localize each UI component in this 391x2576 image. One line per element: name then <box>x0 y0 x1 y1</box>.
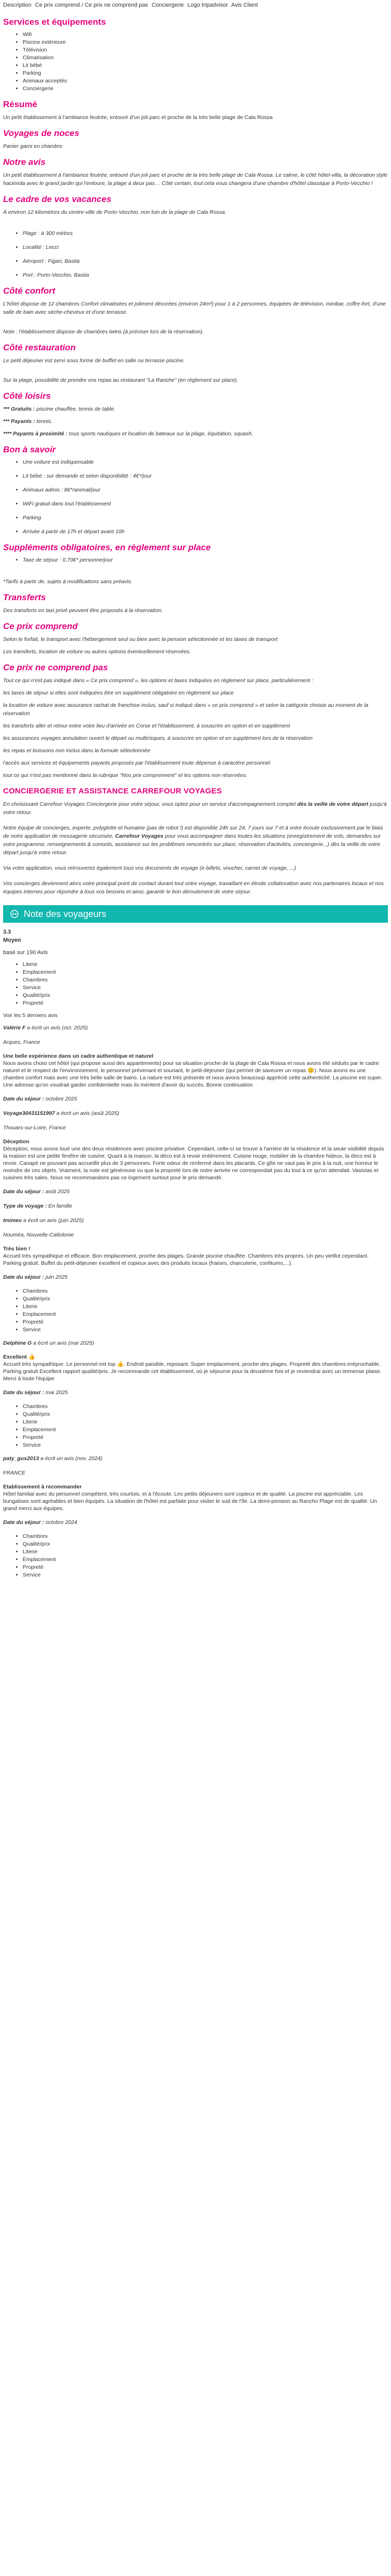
review-author <box>3 1339 388 1347</box>
conciergerie-p1 <box>3 800 388 817</box>
review-date <box>3 1518 388 1527</box>
review-type-label: Type de voyage : <box>3 1203 47 1209</box>
criterion-item: • Chambres <box>23 1533 388 1540</box>
conciergerie-title: CONCIERGERIE ET ASSISTANCE CARREFOUR VOYAGES <box>3 787 222 795</box>
prix-comprend-title: Ce prix comprend <box>3 621 78 631</box>
review-author-date: a écrit un avis (oct. 2025) <box>25 1025 88 1031</box>
loisirs-line-3 <box>3 430 388 438</box>
resume-text: Un petit établissement à l'ambiance feutrée, entouré d'un joli parc et proche de la très belle plage de Cala Rossa <box>3 114 273 121</box>
criterion-item: • Qualité/prix <box>23 992 388 999</box>
list-item: • Parking <box>23 70 388 77</box>
loisirs-title: Côté loisirs <box>3 391 51 401</box>
criterion-item: • Service <box>23 1571 388 1579</box>
criterion-item: • Service <box>23 1326 388 1334</box>
criterion-item: • Propreté <box>23 1564 388 1571</box>
list-item: • Conciergerie <box>23 85 388 93</box>
review-date <box>3 1188 388 1196</box>
prix-ne-comprend-title: Ce prix ne comprend pas <box>3 663 108 672</box>
review-author-date: a écrit un avis (juin 2025) <box>22 1217 84 1224</box>
prix-ne-comprend-line: les repas et boissons non inclus dans la formule sélectionnée <box>3 748 151 754</box>
loisirs-value: tous sports nautiques et location de bateaux sur la plage, équitation, squash. <box>67 431 253 437</box>
list-item: • Port : Porto-Vecchio, Bastia <box>23 272 388 279</box>
review-date-value: juin 2025 <box>44 1274 68 1280</box>
review-type-value: En famille <box>46 1203 72 1209</box>
prix-comprend-text-1: Selon le forfait, le transport avec l'hébergement seul ou bien avec la pension sélectionnée et les taxes de transport <box>3 636 278 642</box>
loisirs-label: *** Payants : <box>3 418 35 425</box>
review-author-name: Delphine G <box>3 1340 32 1346</box>
review-body: Nous avons choisi cet hôtel (qui propose aussi des appartements) pour sa situation proche de la plage de Cala Rossa et nous avons été séduits par le cadre naturel et le respect de l'environnement, le personnel prévenant et souriant, le petit-déjeuner (qui permet de saveurer un repas 😊). Nous avons eu une chambre confort mais avec une très belle salle de bains. La nature est très présente et nous avons beaucoup apprécié cette authenticité. La piscine est super. Une adresse qu'on voudrait garder confidentielle mais ils méritent d'avoir du succès. Bonne continuation <box>3 1060 382 1088</box>
review-item <box>3 1216 388 1334</box>
loisirs-line-1 <box>3 405 388 413</box>
review-body: Accueil très sympathique. Le personnel est top 👍. Endroit paisible, reposant. Super emplacement, proche des plages. Propreté des chambres irréprochable. Parking gratuit Excellent rapport qualité/prix. Je recommande cet établissement, où je séjourne pour la deuxième fois et je reviendrai avec un immense plaisir. Merci à toute l'équipe <box>3 1361 382 1382</box>
rating-based-on: basé sur 190 Avis <box>3 950 48 956</box>
review-item <box>3 1339 388 1449</box>
review-criteria <box>23 1403 388 1449</box>
review-author <box>3 1109 388 1117</box>
nav-tripadvisor-logo[interactable]: Logo tripadvisor <box>187 2 228 8</box>
criterion-item: • Literie <box>23 1548 388 1556</box>
criterion-item: • Service <box>23 984 388 992</box>
list-item: • Parking <box>23 514 388 522</box>
review-trip-type <box>3 1202 388 1210</box>
services-title: Services et équipements <box>3 17 106 27</box>
review-date <box>3 1388 388 1397</box>
prix-ne-comprend-line: Tout ce qui n'est pas indiqué dans « Ce prix comprend », les options et taxes indiquées en règlement sur place, particulièrement : <box>3 677 314 684</box>
supplements-note: *Tarifs à partir de, sujets à modifications sans préavis. <box>3 579 133 585</box>
review-title: Excellent 👍 <box>3 1354 36 1360</box>
confort-title: Côté confort <box>3 286 56 296</box>
conciergerie-emphasis: dès la veille de votre départ <box>297 801 368 807</box>
review-body: Déception, nous avons loué une des deux résidences avec piscine privative. Cependant, celle-ci se trouve à l'arrière de la résidence et la seule visibilité depuis la maison est une petite fenêtre de cuisine. Quant à la maison, la déco est à revoir entièrement. Cuisine rouge, mobilier de la chambre hideux, la déco est à revoir. Canapé ne pouvant pas accueillir plus de 3 personnes. Forte odeur de renfermé dans les placards. Ce gîte ne vaut pas le prix à la nuit, une horreur le moindre de ces objets. Vraiment, la note est généreuse vu que la propreté lors de notre arrivée ne correspondait pas du tout à ce qu'on attendait. Vasistas et cuisines très sales. Nous ne recommandons pas ce logement surtout pour le prix demandé. <box>3 1146 384 1181</box>
conciergerie-text: En choisissant Carrefour Voyages Conciergerie pour votre séjour, vous optez pour un service d'accompagnement complet <box>3 801 298 807</box>
criterion-item: • Emplacement <box>23 1556 388 1564</box>
voyages-noces-title: Voyages de noces <box>3 128 79 138</box>
list-item: • Taxe de séjour : 0,70€* personne/jour <box>23 556 388 564</box>
criterion-item: • Chambres <box>23 1403 388 1411</box>
review-date-value: août 2025 <box>44 1189 70 1195</box>
resume-title: Résumé <box>3 99 38 109</box>
review-location: Thouars-sur-Loire, France <box>3 1125 66 1131</box>
list-item: • Lit bébé <box>23 62 388 70</box>
notre-avis-title: Notre avis <box>3 157 46 167</box>
loisirs-line-2 <box>3 417 388 426</box>
prix-ne-comprend-line: l'accès aux services et équipements payants proposés par l'établissement toute dépense à caractère personnel <box>3 760 270 766</box>
review-date-value: octobre 2025 <box>44 1096 77 1102</box>
criterion-item: • Qualité/prix <box>23 1540 388 1548</box>
list-item: • Localité : Lecci <box>23 244 388 251</box>
review-author-name: Valérie F <box>3 1025 26 1031</box>
conciergerie-p2 <box>3 824 388 857</box>
review-date-label: Date du séjour : <box>3 1274 44 1280</box>
review-author <box>3 1454 388 1463</box>
nav-avis-client[interactable]: Avis Client <box>231 2 258 8</box>
list-item: • Wifi <box>23 31 388 39</box>
list-item: • Lit bébé : sur demande et selon disponibilité : 4€*/jour <box>23 472 388 480</box>
criterion-item: • Service <box>23 1442 388 1449</box>
services-list <box>23 31 388 93</box>
loisirs-label: **** Payants à proximité : <box>3 431 68 437</box>
review-item <box>3 1109 388 1210</box>
criterion-item: • Propreté <box>23 1434 388 1442</box>
list-item: • Climatisation <box>23 54 388 62</box>
loisirs-label: *** Gratuits : <box>3 406 35 412</box>
rating-criteria <box>23 961 388 1007</box>
bon-a-savoir-list <box>23 459 388 536</box>
nav-description[interactable]: Description <box>3 2 32 8</box>
prix-ne-comprend-line: les transferts aller et retour entre votre lieu d'arrivée en Corse et l'établissement, à souscrire en option et en supplément <box>3 723 290 729</box>
cadre-text: À environ 12 kilomètres du centre-ville de Porto-Vecchio, non loin de la plage de Cala Rossa. <box>3 209 226 215</box>
review-item <box>3 1454 388 1579</box>
list-item: • WiFi gratuit dans tout l'établissement <box>23 500 388 508</box>
criterion-item: • Emplacement <box>23 969 388 976</box>
prix-ne-comprend-line: tout ce qui n'est pas mentionné dans la rubrique "Nos prix comprennent" et les options non réservées. <box>3 772 248 778</box>
criterion-item: • Chambres <box>23 976 388 984</box>
review-author <box>3 1216 388 1225</box>
review-title: Etablissement à recommander <box>3 1484 82 1490</box>
review-author-date: a écrit un avis (nov. 2024) <box>39 1455 103 1462</box>
prix-ne-comprend-line: les assurances voyages annulation ouvert le départ ou multirisques, à souscrire en option et en supplément lors de la réservation <box>3 735 313 741</box>
review-author-name: Voyage30431151997 <box>3 1110 55 1116</box>
notes-voyageurs-title: Note des voyageurs <box>24 909 107 919</box>
rating-word: Moyen <box>3 937 21 943</box>
supplements-title: Suppléments obligatoires, en règlement sur place <box>3 543 211 552</box>
review-date <box>3 1095 388 1103</box>
conciergerie-p3: Via votre application, vous retrouverez également tous vos documents de voyage (e-billets, voucher, carnet de voyage, ...) <box>3 865 296 871</box>
review-location: FRANCE <box>3 1470 26 1476</box>
review-body: Accueil très sympathique et efficace. Bon emplacement, proche des plages. Grande piscine chauffée. Chambres très propres. Un peu vieillot cependant. Parking gratuit. Buffet du petit-déjeuner excellent et copieux avec des produits locaux (fraises, charcuterie, confitures,...). <box>3 1253 369 1266</box>
supplements-list <box>23 556 388 564</box>
review-item <box>3 1024 388 1103</box>
review-author-date: a écrit un avis (mai 2025) <box>31 1340 94 1346</box>
criterion-item: • Qualité/prix <box>23 1411 388 1418</box>
list-item: • Animaux admis : 8€*/animal/jour <box>23 486 388 494</box>
conciergerie-text: pour vous accompagner dans toutes les situations (enregistrement de vols, demandes sur votre programme, renseignements & conseils, assistance sur les problèmes rencontrés sur place, réservation d'activités, conciergerie...) dès la veille de votre départ jusqu'à votre retour. <box>3 833 381 856</box>
tripadvisor-icon <box>10 910 19 918</box>
review-date <box>3 1273 388 1281</box>
review-date-value: octobre 2024 <box>44 1519 77 1526</box>
review-date-value: mai 2025 <box>44 1389 68 1396</box>
review-author <box>3 1024 388 1032</box>
list-item: • Aéroport : Figari, Bastia <box>23 258 388 265</box>
anchor-nav <box>3 0 388 10</box>
transferts-title: Transferts <box>3 592 46 602</box>
list-item: • Plage : à 300 mètres <box>23 230 388 238</box>
review-criteria <box>23 1533 388 1579</box>
review-title: Très bien ! <box>3 1246 30 1252</box>
criterion-item: • Literie <box>23 1418 388 1426</box>
transferts-text: Des transferts en taxi privé peuvent être proposés à la réservation. <box>3 607 163 614</box>
nav-prix[interactable]: Ce prix comprend / Ce prix ne comprend pas <box>35 2 148 8</box>
conciergerie-emphasis: Carrefour Voyages <box>115 833 164 839</box>
review-date-label: Date du séjour : <box>3 1096 44 1102</box>
review-location: Nouméa, Nouvelle-Calédonie <box>3 1232 74 1238</box>
notes-voyageurs-bar <box>3 905 388 923</box>
notre-avis-text: Un petit établissement à l'ambiance feutrée, entouré d'un joli parc et proche de la très belle plage de Cala Rossa. Le calme, le côté hôtel-villa, la décoration style hacienda avec le grand jardin qui l'entoure, la plage à deux pas… Côté certain, tout cela vous changera d'une chambre d'hôtel classique à Porto-Vecchio ! <box>3 172 388 187</box>
list-item: • Arrivée à partir de 17h et départ avant 10h <box>23 528 388 536</box>
confort-text: L'hôtel dispose de 12 chambres Confort climatisées et joliment décorées (environ 24m²) pour 1 à 2 personnes, équipées de télévision, minibar, coffre-fort, d'une salle de bain avec sèche-cheveux et d'une terrasse. <box>3 301 386 315</box>
review-author-name: Imimev <box>3 1217 22 1224</box>
review-title: Déception <box>3 1139 29 1145</box>
criterion-item: • Emplacement <box>23 1426 388 1434</box>
review-location: Arques, France <box>3 1039 40 1045</box>
review-criteria <box>23 1287 388 1334</box>
review-date-label: Date du séjour : <box>3 1189 44 1195</box>
conciergerie-text: jusqu'à votre retour. <box>3 801 387 816</box>
cadre-title: Le cadre de vos vacances <box>3 194 111 204</box>
restauration-title: Côté restauration <box>3 343 76 352</box>
conciergerie-p4: Vos concierges deviennent alors votre principal point de contact durant tout votre voyage, travaillant en étroite collaboration avec nos partenaires locaux et nos équipes internes pour répondre à tous vos besoins et ainsi, garantir le bon déroulement de votre séjour. <box>3 880 384 895</box>
criterion-item: • Literie <box>23 961 388 969</box>
criterion-item: • Emplacement <box>23 1311 388 1318</box>
review-date-label: Date du séjour : <box>3 1389 44 1396</box>
list-item: • Télévision <box>23 46 388 54</box>
rating-score: 3.3 <box>3 929 11 935</box>
review-date-label: Date du séjour : <box>3 1519 44 1526</box>
voyages-noces-text: Panier garni en chambre <box>3 143 62 149</box>
criterion-item: • Propreté <box>23 1318 388 1326</box>
prix-ne-comprend-line: les taxes de séjour si elles sont indiquées être en supplément obligatoire en règlement sur place <box>3 690 234 696</box>
prix-comprend-text-2: Les transferts, location de voiture ou autres options éventuellement réservées. <box>3 649 191 655</box>
criterion-item: • Chambres <box>23 1287 388 1295</box>
review-author-date: a écrit un avis (août 2025) <box>55 1110 119 1116</box>
restauration-text-2: Sur la plage, possibilité de prendre vos repas au restaurant "La Ranche" (en règlement sur place). <box>3 377 238 383</box>
nav-conciergerie[interactable]: Conciergerie <box>152 2 184 8</box>
bon-a-savoir-title: Bon à savoir <box>3 445 56 454</box>
review-body: Hôtel familial avec du personnel compétent, très courtois, et à l'écoute. Les petits déjeuners sont copieux et de qualité. La piscine est appréciable. Les bungalows sont agréables et bien équipés. La situation de l'hôtel est parfaite pour visiter le sud de l'île. La demi-pension au Rancho Plage est de qualité. Un grand merci aux équipes. <box>3 1491 377 1512</box>
last-reviews-link[interactable]: Voir les 5 derniers avis <box>3 1012 58 1019</box>
loisirs-value: tennis. <box>35 418 53 425</box>
list-item: • Piscine extérieure <box>23 39 388 46</box>
criterion-item: • Qualité/prix <box>23 1295 388 1303</box>
prix-ne-comprend-line: la location de voiture avec assurance rachat de franchise inclus, sauf si indiqué dans « ce prix comprend » et selon la catégorie choisie au moment de la réservation <box>3 702 368 717</box>
loisirs-value: piscine chauffée, tennis de table. <box>35 406 116 412</box>
confort-note: Note : l'établissement dispose de chambres twins (à préciser lors de la réservation). <box>3 329 204 335</box>
criterion-item: • Propreté <box>23 999 388 1007</box>
conciergerie-text: Notre équipe de concierges, experte, polyglotte et humaine (pas de robot !) est disponible 24h sur 24, 7 jours sur 7 et à votre écoute exclusivement par le biais de notre application de messagerie sécurisée, <box>3 825 383 839</box>
criterion-item: • Literie <box>23 1303 388 1311</box>
list-item: • Une voiture est indispensable <box>23 459 388 466</box>
list-item: • Animaux acceptés <box>23 77 388 85</box>
restauration-text-1: Le petit déjeuner est servi sous forme de buffet en salle ou terrasse piscine. <box>3 358 185 364</box>
review-title: Une belle expérience dans un cadre authentique et naturel <box>3 1053 154 1059</box>
review-author-name: paty_gus2013 <box>3 1455 39 1462</box>
cadre-list <box>23 230 388 279</box>
